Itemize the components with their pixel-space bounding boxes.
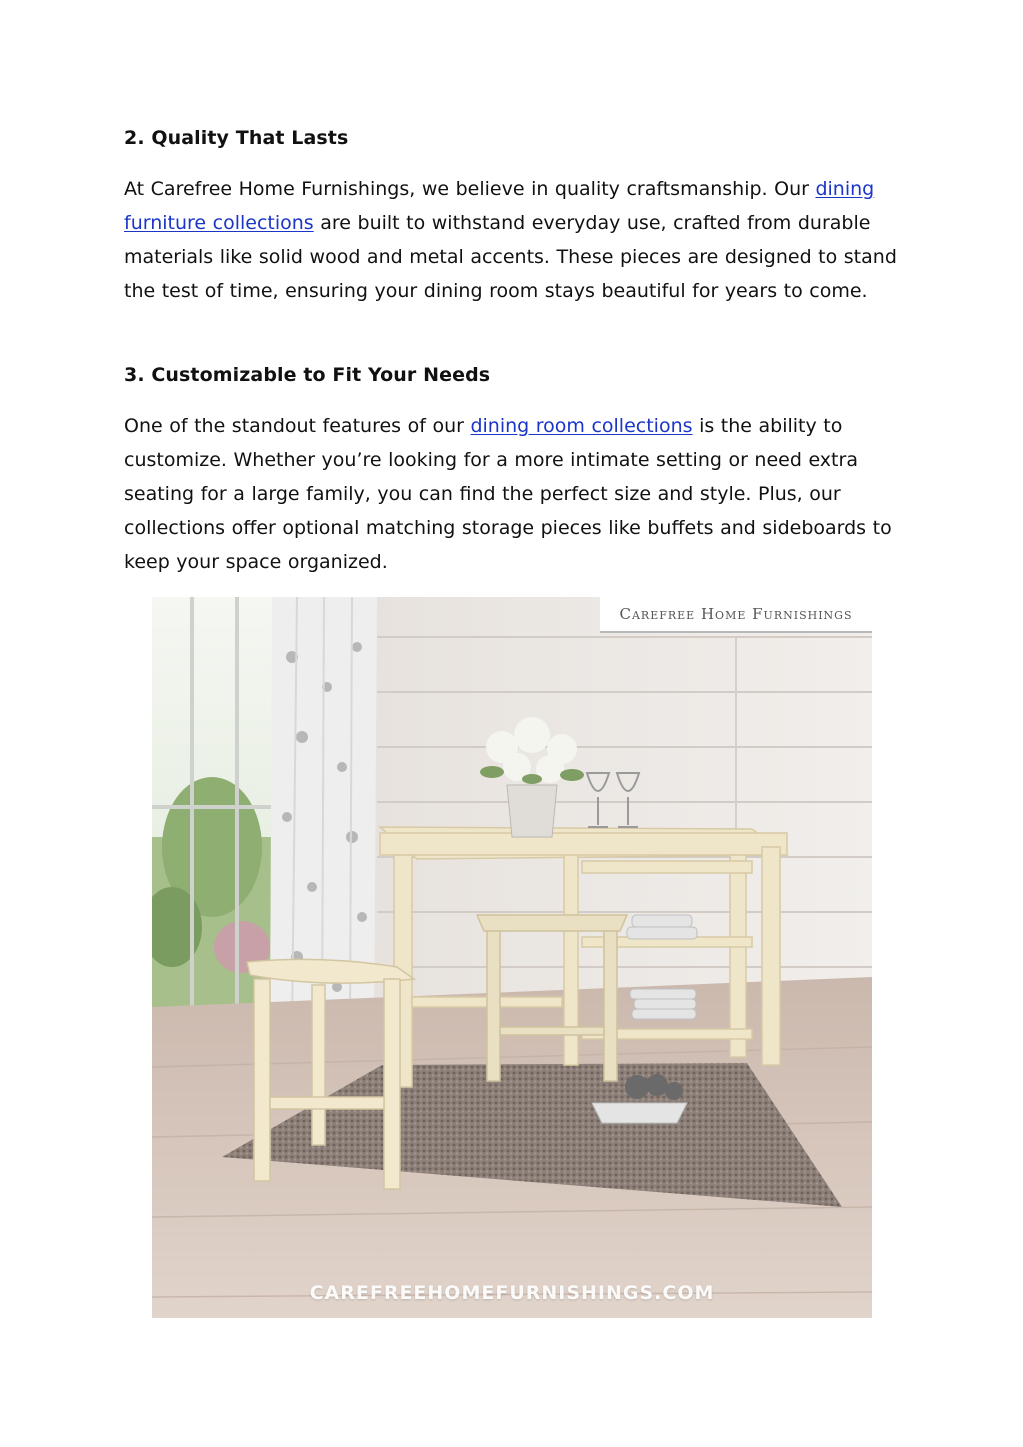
- section-heading-quality: 2. Quality That Lasts: [124, 127, 349, 149]
- paragraph-quality-text-start: At Carefree Home Furnishings, we believe in quality craftsmanship. Our: [124, 178, 816, 200]
- paragraph-quality: [124, 172, 899, 308]
- paragraph-customizable-text-end: is the ability to customize. Whether you’re looking for a more intimate setting or need extra seating for a large family, you can find the perfect size and style. Plus, our collections offer optional matching storage pieces like buffets and sideboards to keep your space organized.: [124, 415, 892, 573]
- website-watermark: CAREFREEHOMEFURNISHINGS.COM: [309, 1282, 715, 1304]
- dining-furniture-collections-link[interactable]: dining furniture collections: [124, 178, 875, 234]
- brand-logo: Carefree Home Furnishings: [619, 605, 853, 623]
- product-photo-pub-table-set: [152, 597, 872, 1318]
- brand-logo-box: [600, 597, 872, 633]
- paragraph-customizable: [124, 409, 899, 579]
- paragraph-quality-text-end: are built to withstand everyday use, crafted from durable materials like solid wood and metal accents. These pieces are designed to stand the test of time, ensuring your dining room stays beautiful for years to come.: [124, 212, 897, 302]
- paragraph-customizable-text-start: One of the standout features of our: [124, 415, 471, 437]
- pub-table-scene-illustration: [152, 597, 872, 1318]
- dining-room-collections-link[interactable]: dining room collections: [470, 415, 693, 437]
- section-heading-customizable: 3. Customizable to Fit Your Needs: [124, 364, 491, 386]
